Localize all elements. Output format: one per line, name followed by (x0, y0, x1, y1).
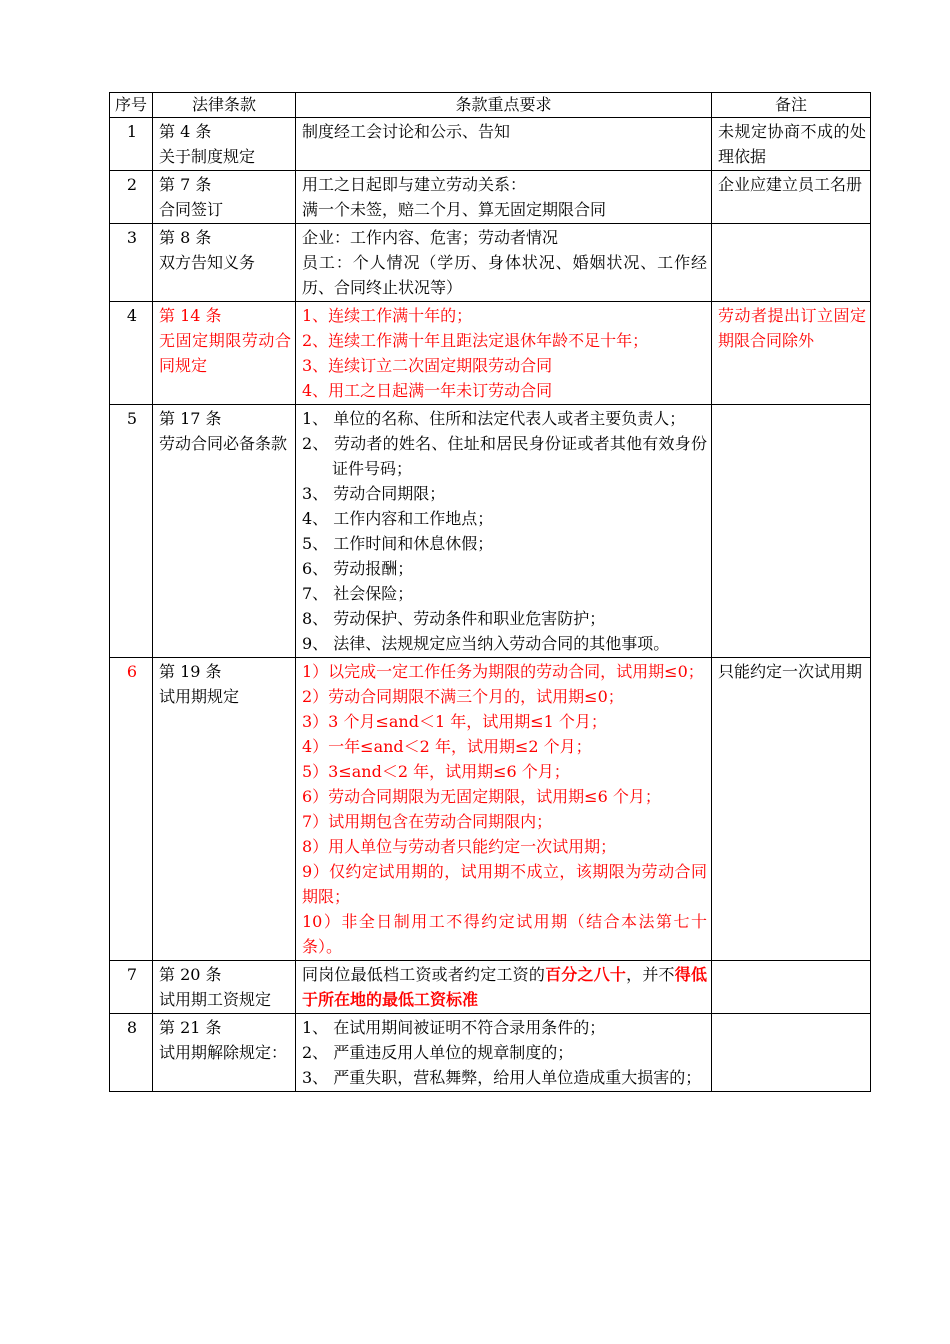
key-cell (296, 961, 712, 1014)
key-line: 2、连续工作满十年且距法定退休年龄不足十年； (302, 331, 649, 350)
table-row (110, 1014, 871, 1092)
note-cell (712, 224, 871, 302)
article-title: 试用期工资规定 (159, 990, 272, 1009)
header-row (110, 93, 871, 118)
key-line: 1、 在试用期间被证明不符合录用条件的； (302, 1018, 606, 1037)
row-num: 4 (110, 302, 153, 405)
key-cell (296, 171, 712, 224)
key-cell (296, 302, 712, 405)
article-number: 第 8 条 (159, 228, 212, 247)
key-line: 8、 劳动保护、劳动条件和职业危害防护； (302, 609, 606, 628)
note-cell (712, 961, 871, 1014)
key-emphasis: 得低于所在地的最低工资标准 (302, 965, 707, 1009)
key-line: 满一个未签，赔二个月、算无固定期限合同 (302, 200, 607, 219)
key-line: 3、连续订立二次固定期限劳动合同 (302, 356, 553, 375)
row-num: 7 (110, 961, 153, 1014)
row-num: 5 (110, 405, 153, 658)
key-cell (296, 658, 712, 961)
law-table (109, 92, 871, 1092)
key-line: 2、 严重违反用人单位的规章制度的； (302, 1043, 574, 1062)
key-cell (296, 118, 712, 171)
note-cell: 未规定协商不成的处理依据 (712, 118, 871, 171)
key-line: 3、 劳动合同期限； (302, 484, 446, 503)
note-cell: 企业应建立员工名册 (712, 171, 871, 224)
note-cell (712, 405, 871, 658)
key-text: 同岗位最低档工资或者约定工资的 (302, 965, 546, 984)
note-cell: 劳动者提出订立固定期限合同除外 (712, 302, 871, 405)
key-line: 5、 工作时间和休息休假； (302, 534, 494, 553)
article-cell (153, 658, 296, 961)
key-line: 9、 法律、法规规定应当纳入劳动合同的其他事项。 (302, 634, 670, 653)
key-line: 员工：个人情况（学历、身体状况、婚姻状况、工作经历、合同终止状况等） (302, 253, 707, 297)
table-row (110, 302, 871, 405)
row-num: 8 (110, 1014, 153, 1092)
key-line: 制度经工会讨论和公示、告知 (302, 122, 511, 141)
header-note: 备注 (712, 93, 871, 118)
key-line: 6、 劳动报酬； (302, 559, 414, 578)
key-line: 10）非全日制用工不得约定试用期（结合本法第七十条）。 (302, 912, 707, 956)
row-num: 1 (110, 118, 153, 171)
key-line: 7）试用期包含在劳动合同期限内； (302, 812, 553, 831)
key-line: 5）3≤and＜2 年，试用期≤6 个月； (302, 762, 570, 781)
table-row (110, 405, 871, 658)
article-number: 第 21 条 (159, 1018, 222, 1037)
article-title: 双方告知义务 (159, 253, 256, 272)
key-line: 1、连续工作满十年的； (302, 306, 473, 325)
article-number: 第 20 条 (159, 965, 222, 984)
article-cell (153, 1014, 296, 1092)
article-title: 试用期规定 (159, 687, 240, 706)
note-cell: 只能约定一次试用期 (712, 658, 871, 961)
header-article: 法律条款 (153, 93, 296, 118)
key-cell (296, 224, 712, 302)
key-line: 1、 单位的名称、住所和法定代表人或者主要负责人； (302, 409, 686, 428)
article-cell (153, 302, 296, 405)
article-cell (153, 405, 296, 658)
key-cell (296, 1014, 712, 1092)
article-number: 第 7 条 (159, 175, 212, 194)
key-line: 4、 工作内容和工作地点； (302, 509, 494, 528)
article-number: 第 4 条 (159, 122, 212, 141)
row-num: 2 (110, 171, 153, 224)
row-num: 3 (110, 224, 153, 302)
row-num: 6 (110, 658, 153, 961)
key-emphasis: 百分之八十 (545, 965, 627, 984)
note-cell (712, 1014, 871, 1092)
key-line: 4）一年≤and＜2 年，试用期≤2 个月； (302, 737, 592, 756)
key-line: 6）劳动合同期限为无固定期限，试用期≤6 个月； (302, 787, 661, 806)
key-line: 用工之日起即与建立劳动关系： (302, 175, 527, 194)
table-row (110, 171, 871, 224)
key-line: 2、 劳动者的姓名、住址和居民身份证或者其他有效身份证件号码； (302, 434, 707, 478)
key-line: 2）劳动合同期限不满三个月的，试用期≤0； (302, 687, 624, 706)
key-line: 1）以完成一定工作任务为期限的劳动合同，试用期≤0； (302, 662, 704, 681)
article-title: 劳动合同必备条款 (159, 434, 288, 453)
article-cell (153, 224, 296, 302)
key-line: 9）仅约定试用期的，试用期不成立，该期限为劳动合同期限； (302, 862, 707, 906)
key-line: 4、用工之日起满一年未订劳动合同 (302, 381, 553, 400)
table-row (110, 658, 871, 961)
table-row (110, 118, 871, 171)
key-line: 3）3 个月≤and＜1 年，试用期≤1 个月； (302, 712, 607, 731)
header-num: 序号 (110, 93, 153, 118)
article-number: 第 17 条 (159, 409, 222, 428)
table-row (110, 961, 871, 1014)
article-number: 第 14 条 (159, 306, 222, 325)
key-line: 8）用人单位与劳动者只能约定一次试用期； (302, 837, 617, 856)
key-line: 7、 社会保险； (302, 584, 414, 603)
article-title: 试用期解除规定： (159, 1043, 288, 1062)
article-cell (153, 171, 296, 224)
article-number: 第 19 条 (159, 662, 222, 681)
article-cell (153, 961, 296, 1014)
key-line: 3、 严重失职，营私舞弊，给用人单位造成重大损害的； (302, 1068, 702, 1087)
header-key: 条款重点要求 (296, 93, 712, 118)
table-row (110, 224, 871, 302)
article-title: 关于制度规定 (159, 147, 256, 166)
key-cell (296, 405, 712, 658)
article-title: 无固定期限劳动合同规定 (159, 331, 291, 375)
article-title: 合同签订 (159, 200, 224, 219)
key-text: ，并不 (626, 965, 675, 984)
key-line: 企业：工作内容、危害；劳动者情况 (302, 228, 559, 247)
article-cell (153, 118, 296, 171)
